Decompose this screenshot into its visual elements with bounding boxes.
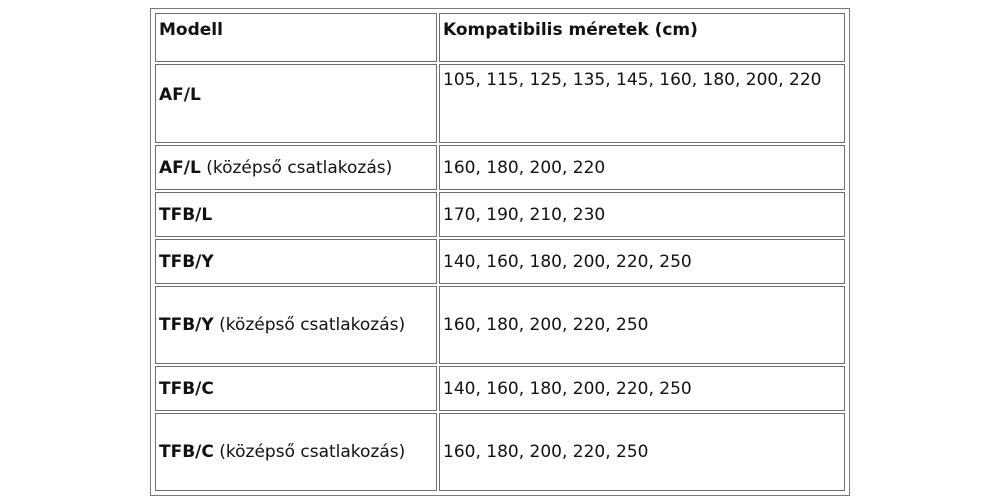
table-row [155, 145, 845, 190]
sizes-cell: 160, 180, 200, 220, 250 [439, 413, 845, 491]
model-name: TFB/C [159, 378, 214, 399]
model-cell [155, 64, 437, 143]
model-name: TFB/L [159, 204, 213, 225]
sizes-cell: 160, 180, 200, 220 [439, 145, 845, 190]
model-cell [155, 286, 437, 364]
model-name: AF/L [159, 157, 201, 178]
model-name: TFB/Y [159, 251, 214, 272]
compatibility-table [153, 11, 847, 493]
model-name: TFB/C [159, 442, 214, 463]
header-sizes: Kompatibilis méretek (cm) [439, 13, 845, 62]
sizes-cell: 140, 160, 180, 200, 220, 250 [439, 366, 845, 411]
model-cell [155, 145, 437, 190]
sizes-cell: 140, 160, 180, 200, 220, 250 [439, 239, 845, 284]
model-cell [155, 366, 437, 411]
model-cell [155, 192, 437, 237]
table-row [155, 286, 845, 364]
table-row [155, 239, 845, 284]
model-note: (középső csatlakozás) [206, 157, 393, 178]
model-cell [155, 239, 437, 284]
table-header-row [155, 13, 845, 62]
sizes-cell: 170, 190, 210, 230 [439, 192, 845, 237]
sizes-cell: 160, 180, 200, 220, 250 [439, 286, 845, 364]
model-name: TFB/Y [159, 315, 214, 336]
model-name: AF/L [159, 85, 201, 106]
table-row [155, 192, 845, 237]
model-note: (középső csatlakozás) [219, 442, 406, 463]
table-row [155, 413, 845, 491]
compatibility-table-frame [150, 8, 850, 496]
model-note: (középső csatlakozás) [219, 315, 406, 336]
model-cell [155, 413, 437, 491]
table-row [155, 366, 845, 411]
header-model: Modell [155, 13, 437, 62]
sizes-cell: 105, 115, 125, 135, 145, 160, 180, 200, 220 [439, 64, 845, 143]
table-row [155, 64, 845, 143]
